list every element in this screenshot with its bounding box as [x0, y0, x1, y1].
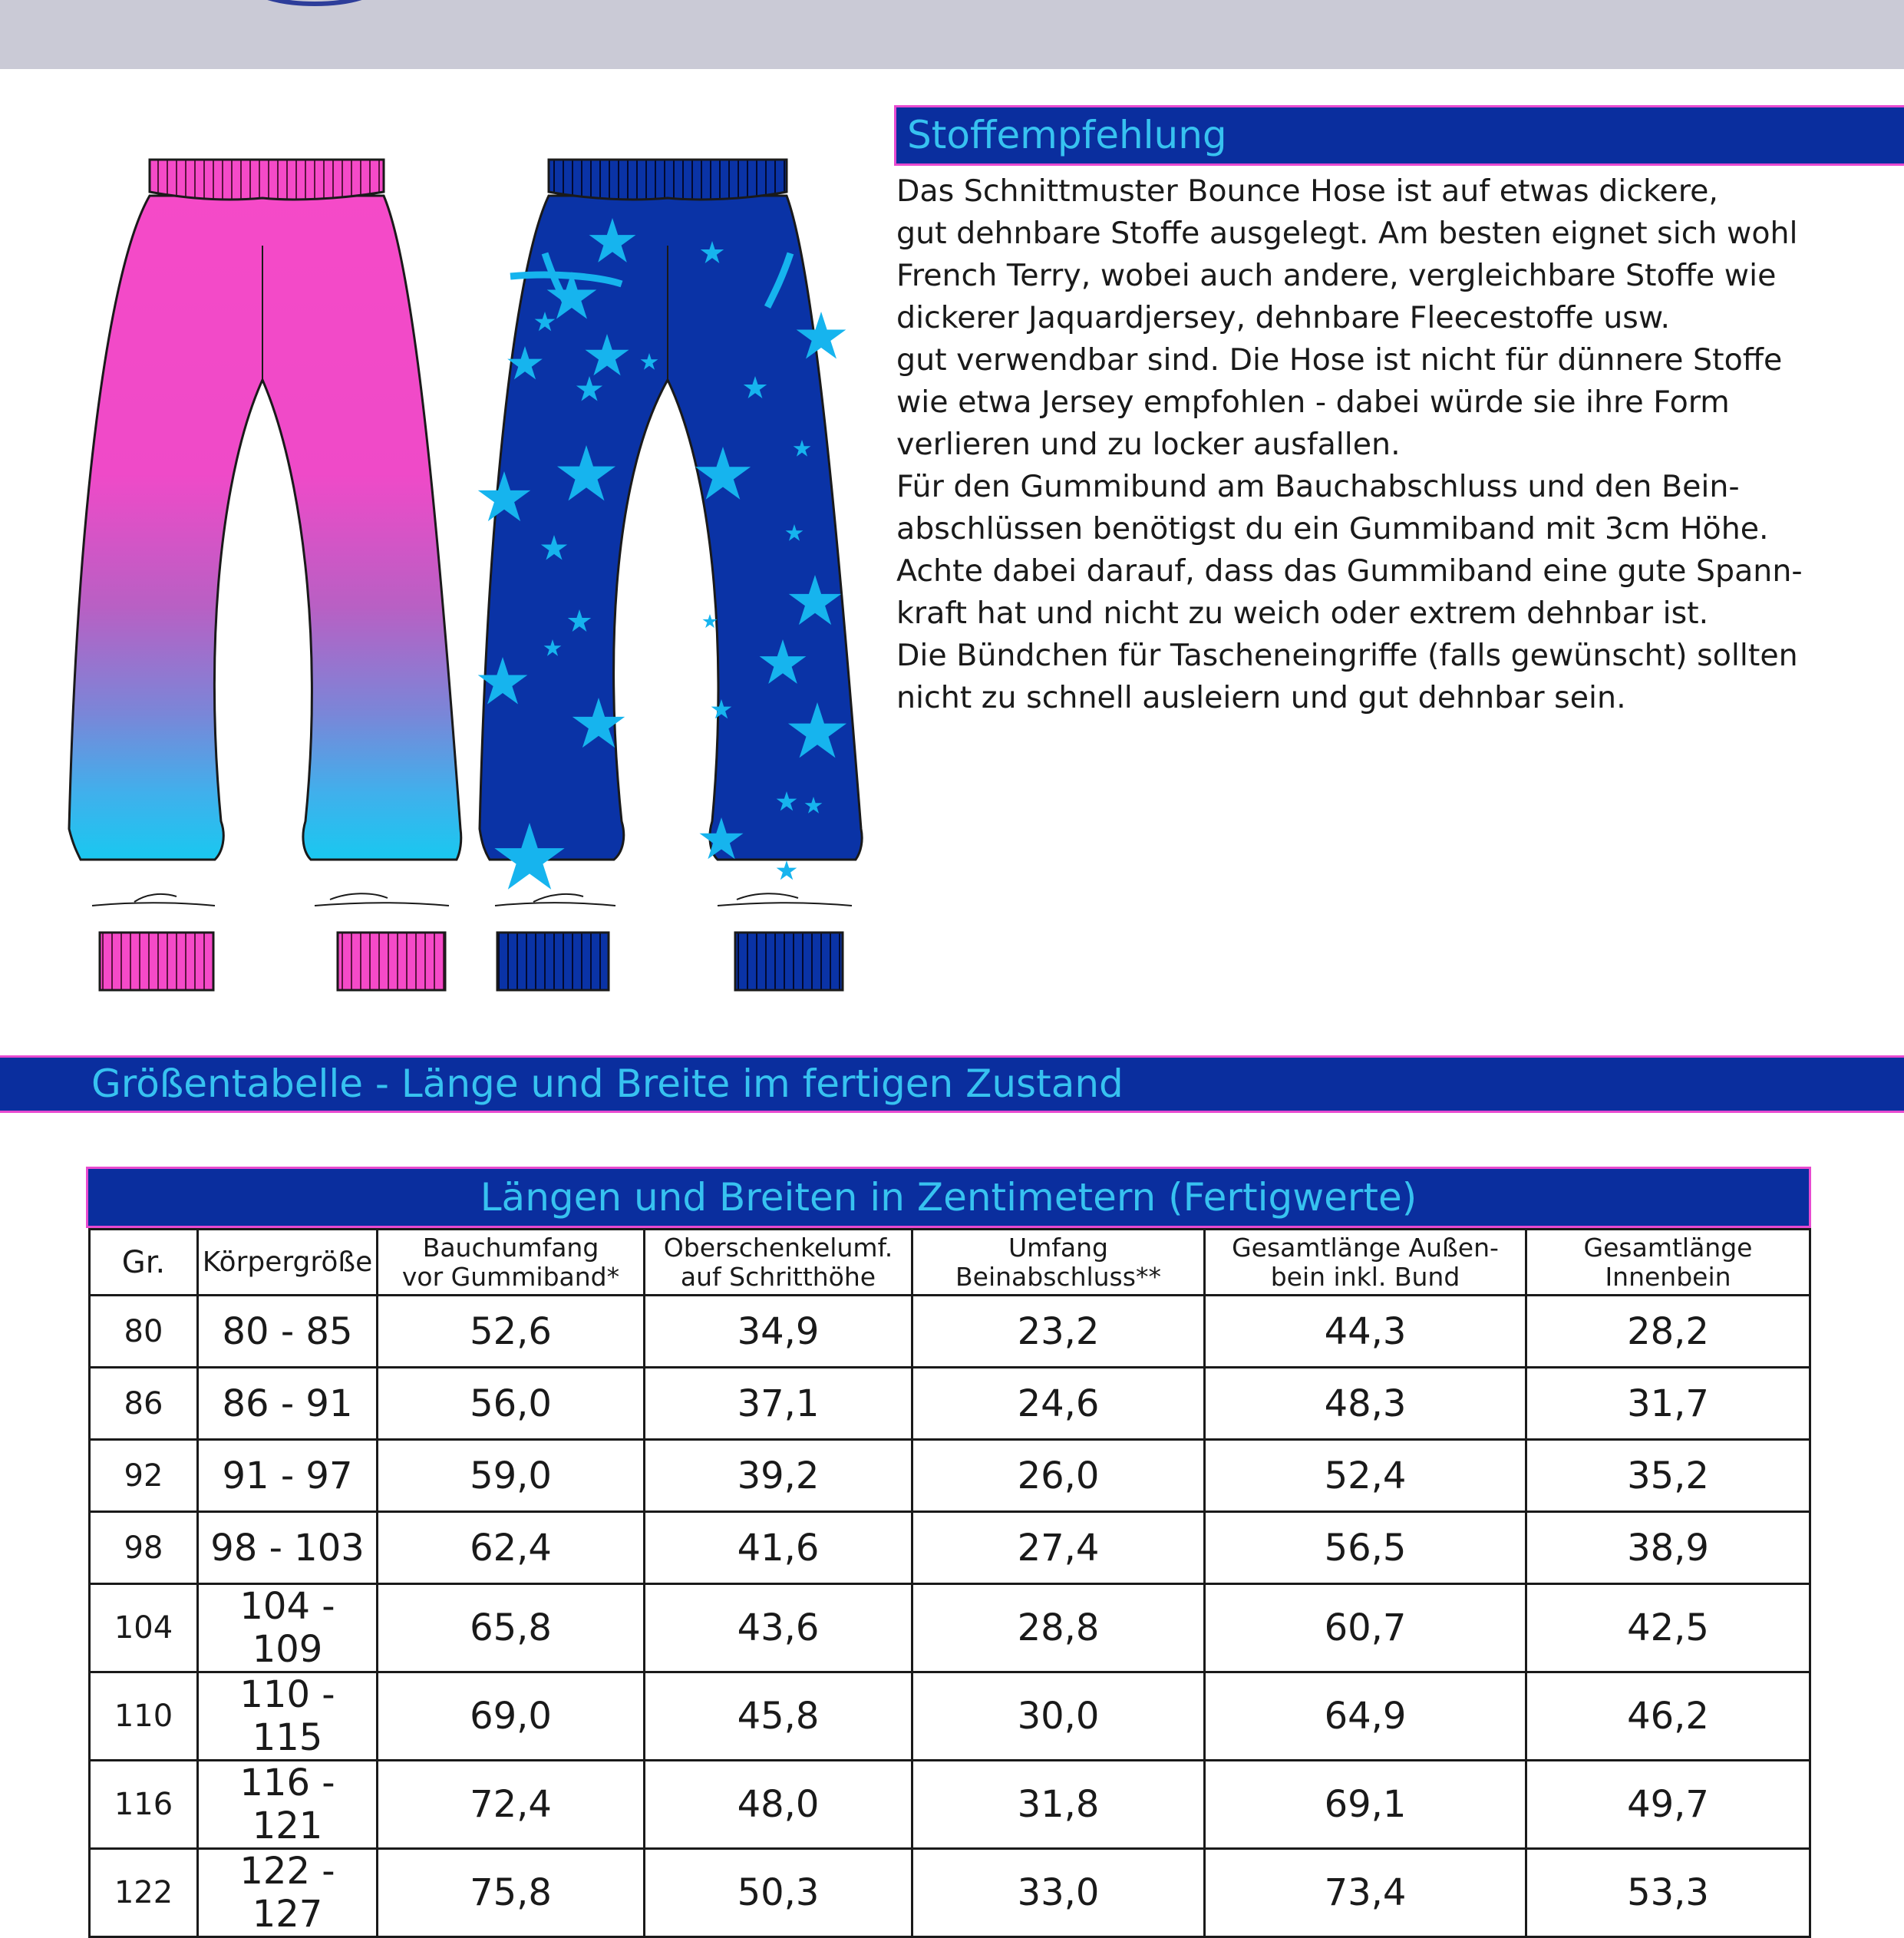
table-cell: 116 - 121 — [198, 1761, 378, 1849]
table-cell: 27,4 — [912, 1512, 1205, 1584]
column-header-leg-opening — [912, 1230, 1205, 1296]
text-line: dickerer Jaquardjersey, dehnbare Fleecestoffe usw. — [896, 300, 1671, 335]
header-line: Umfang — [1008, 1232, 1108, 1263]
table-cell: 69,0 — [378, 1672, 645, 1761]
table-row — [90, 1440, 1810, 1512]
header-line: Beinabschluss** — [955, 1261, 1161, 1292]
table-cell: 80 — [90, 1296, 198, 1368]
table-cell: 92 — [90, 1440, 198, 1512]
header-line: Gesamtlänge Außen- — [1232, 1232, 1499, 1263]
table-row — [90, 1849, 1810, 1937]
table-cell: 98 — [90, 1512, 198, 1584]
header-line: auf Schritthöhe — [680, 1261, 876, 1292]
table-row — [90, 1296, 1810, 1368]
pink-pants — [69, 160, 461, 990]
text-line: Die Bündchen für Tascheneingriffe (falls gewünscht) sollten — [896, 638, 1798, 673]
header-line: Bauchumfang — [422, 1232, 599, 1263]
table-cell: 39,2 — [645, 1440, 912, 1512]
table-cell: 91 - 97 — [198, 1440, 378, 1512]
table-cell: 44,3 — [1205, 1296, 1526, 1368]
table-row — [90, 1672, 1810, 1761]
table-cell: 52,6 — [378, 1296, 645, 1368]
size-table-caption: Längen und Breiten in Zentimetern (Fertigwerte) — [86, 1167, 1811, 1228]
table-cell: 64,9 — [1205, 1672, 1526, 1761]
table-cell: 28,8 — [912, 1584, 1205, 1672]
table-cell: 86 — [90, 1368, 198, 1440]
table-cell: 31,8 — [912, 1761, 1205, 1849]
text-line: Das Schnittmuster Bounce Hose ist auf etwas dickere, — [896, 173, 1718, 209]
table-cell: 37,1 — [645, 1368, 912, 1440]
fabric-recommendation-title: Stoffempfehlung — [894, 105, 1904, 166]
table-cell: 65,8 — [378, 1584, 645, 1672]
table-cell: 104 - 109 — [198, 1584, 378, 1672]
header-line: Körpergröße — [202, 1246, 373, 1278]
logo-fragment — [84, 0, 514, 12]
table-cell: 75,8 — [378, 1849, 645, 1937]
table-cell: 26,0 — [912, 1440, 1205, 1512]
text-line: wie etwa Jersey empfohlen - dabei würde sie ihre Form — [896, 385, 1730, 420]
table-cell: 38,9 — [1526, 1512, 1810, 1584]
table-cell: 28,2 — [1526, 1296, 1810, 1368]
table-cell: 60,7 — [1205, 1584, 1526, 1672]
table-row — [90, 1368, 1810, 1440]
table-cell: 104 — [90, 1584, 198, 1672]
table-cell: 72,4 — [378, 1761, 645, 1849]
table-cell: 80 - 85 — [198, 1296, 378, 1368]
size-table — [88, 1228, 1811, 1938]
pants-illustration — [61, 146, 875, 998]
table-cell: 23,2 — [912, 1296, 1205, 1368]
table-cell: 33,0 — [912, 1849, 1205, 1937]
column-header-inseam — [1526, 1230, 1810, 1296]
table-cell: 50,3 — [645, 1849, 912, 1937]
text-line: gut dehnbare Stoffe ausgelegt. Am besten eignet sich wohl — [896, 216, 1798, 251]
table-cell: 86 - 91 — [198, 1368, 378, 1440]
table-cell: 122 — [90, 1849, 198, 1937]
table-cell: 24,6 — [912, 1368, 1205, 1440]
column-header-outseam — [1205, 1230, 1526, 1296]
table-cell: 110 — [90, 1672, 198, 1761]
table-cell: 45,8 — [645, 1672, 912, 1761]
fabric-recommendation-text — [896, 170, 1894, 719]
column-header-thigh — [645, 1230, 912, 1296]
table-cell: 53,3 — [1526, 1849, 1810, 1937]
table-cell: 59,0 — [378, 1440, 645, 1512]
table-cell: 52,4 — [1205, 1440, 1526, 1512]
table-cell: 48,0 — [645, 1761, 912, 1849]
column-header-size — [90, 1230, 198, 1296]
table-cell: 110 - 115 — [198, 1672, 378, 1761]
text-line: kraft hat und nicht zu weich oder extrem dehnbar ist. — [896, 596, 1709, 631]
text-line: Achte dabei darauf, dass das Gummiband eine gute Spann- — [896, 553, 1803, 589]
table-cell: 69,1 — [1205, 1761, 1526, 1849]
table-cell: 73,4 — [1205, 1849, 1526, 1937]
table-cell: 43,6 — [645, 1584, 912, 1672]
header-line: Gr. — [121, 1244, 166, 1280]
table-cell: 35,2 — [1526, 1440, 1810, 1512]
top-bar — [0, 0, 1904, 69]
header-line: Gesamtlänge — [1583, 1232, 1753, 1263]
table-cell: 98 - 103 — [198, 1512, 378, 1584]
text-line: gut verwendbar sind. Die Hose ist nicht für dünnere Stoffe — [896, 342, 1783, 378]
table-cell: 34,9 — [645, 1296, 912, 1368]
header-line: bein inkl. Bund — [1270, 1261, 1460, 1292]
table-row — [90, 1512, 1810, 1584]
table-cell: 30,0 — [912, 1672, 1205, 1761]
table-cell: 41,6 — [645, 1512, 912, 1584]
table-cell: 56,5 — [1205, 1512, 1526, 1584]
table-cell: 31,7 — [1526, 1368, 1810, 1440]
table-cell: 42,5 — [1526, 1584, 1810, 1672]
table-cell: 122 - 127 — [198, 1849, 378, 1937]
table-cell: 49,7 — [1526, 1761, 1810, 1849]
table-cell: 116 — [90, 1761, 198, 1849]
table-cell: 48,3 — [1205, 1368, 1526, 1440]
text-line: Für den Gummibund am Bauchabschluss und den Bein- — [896, 469, 1740, 504]
table-row — [90, 1584, 1810, 1672]
table-cell: 62,4 — [378, 1512, 645, 1584]
size-chart-section-title: Größentabelle - Länge und Breite im fertigen Zustand — [0, 1055, 1904, 1113]
table-row — [90, 1761, 1810, 1849]
header-line: vor Gummiband* — [401, 1261, 620, 1292]
table-cell: 46,2 — [1526, 1672, 1810, 1761]
text-line: verlieren und zu locker ausfallen. — [896, 427, 1401, 462]
text-line: French Terry, wobei auch andere, vergleichbare Stoffe wie — [896, 258, 1777, 293]
column-header-body-height — [198, 1230, 378, 1296]
text-line: nicht zu schnell ausleiern und gut dehnbar sein. — [896, 680, 1626, 715]
header-line: Oberschenkelumf. — [663, 1232, 893, 1263]
navy-pants — [478, 160, 862, 990]
text-line: abschlüssen benötigst du ein Gummiband mit 3cm Höhe. — [896, 511, 1769, 546]
table-cell: 56,0 — [378, 1368, 645, 1440]
header-line: Innenbein — [1605, 1261, 1731, 1292]
column-header-waist — [378, 1230, 645, 1296]
table-header-row — [90, 1230, 1810, 1296]
